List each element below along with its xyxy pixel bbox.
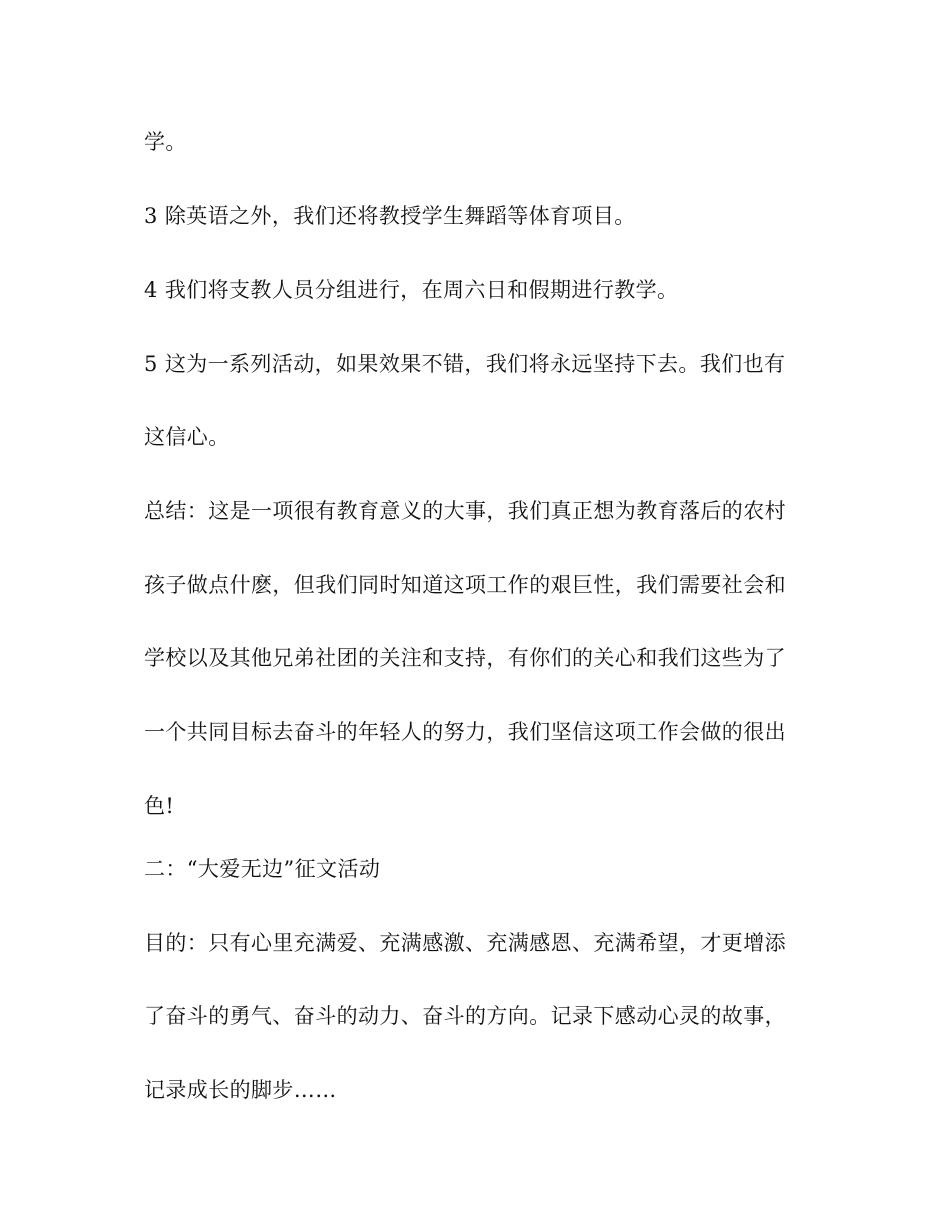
text-line: 这信心。 [144, 425, 230, 449]
text-line: 总结：这是一项很有教育意义的大事，我们真正想为教育落后的农村 [144, 499, 786, 523]
text-line: 3 除英语之外，我们还将教授学生舞蹈等体育项目。 [144, 204, 636, 228]
text-line: 5 这为一系列活动，如果效果不错，我们将永远坚持下去。我们也有 [144, 352, 786, 376]
text-line: 记录成长的脚步…… [144, 1078, 337, 1102]
text-line: 了奋斗的勇气、奋斗的动力、奋斗的方向。记录下感动心灵的故事， [144, 1004, 786, 1028]
text-line: 学校以及其他兄弟社团的关注和支持，有你们的关心和我们这些为了 [144, 646, 786, 670]
text-line: 色! [144, 794, 175, 818]
text-line: 孩子做点什麽，但我们同时知道这项工作的艰巨性，我们需要社会和 [144, 573, 786, 597]
text-line: 目的：只有心里充满爱、充满感激、充满感恩、充满希望，才更增添 [144, 931, 786, 955]
text-line: 学。 [144, 130, 187, 154]
text-line: 4 我们将支教人员分组进行，在周六日和假期进行教学。 [144, 278, 679, 302]
text-line: 一个共同目标去奋斗的年轻人的努力，我们坚信这项工作会做的很出 [144, 720, 786, 744]
section-heading: 二：“大爱无边”征文活动 [144, 857, 381, 881]
